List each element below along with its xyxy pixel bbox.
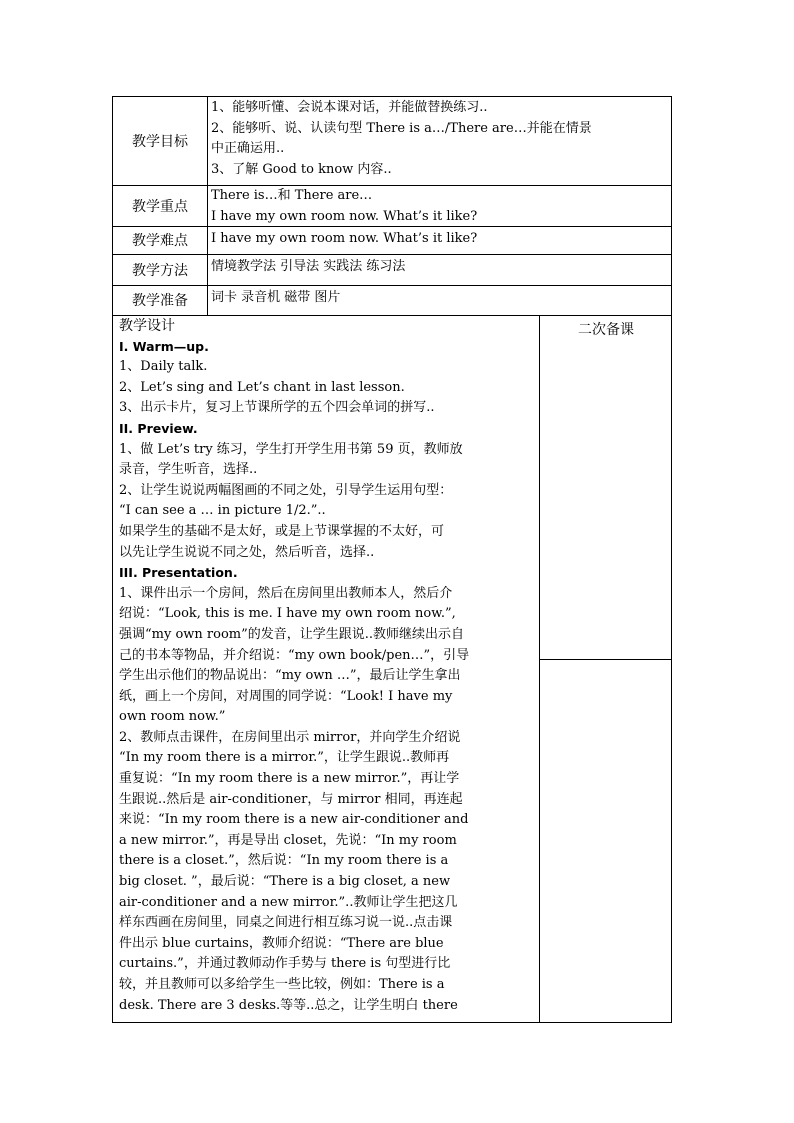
design-line: 纸，画上一个房间，对周围的同学说：“Look! I have my xyxy=(119,688,453,704)
design-line: 样东西画在房间里，同桌之间进行相互练习说一说..点击课 xyxy=(119,915,453,931)
design-line: 绍说：“Look, this is me. I have my own room now.”, xyxy=(119,606,456,622)
design-line: 生跟说..然后是 air-conditioner，与 mirror 相同，再连起 xyxy=(119,791,463,807)
design-line: big closet. ”，最后说：“There is a big closet, a new xyxy=(119,874,451,890)
design-line: 较，并且教师可以多给学生一些比较，例如：There is a xyxy=(119,977,445,992)
design-line: a new mirror.”，再是导出 closet，先说：“In my room xyxy=(119,832,457,848)
objective-line: 中正确运用.. xyxy=(211,141,285,156)
row-label-preparation: 教学准备 xyxy=(132,293,188,309)
design-lines xyxy=(119,337,537,1017)
second-preparation-title: 二次备课 xyxy=(578,322,634,338)
design-line: 2、让学生说说两幅图画的不同之处，引导学生运用句型： xyxy=(119,482,453,498)
objective-line: 3、了解 Good to know 内容.. xyxy=(211,161,392,177)
difficulty-line: I have my own room now. What’s it like? xyxy=(211,231,478,246)
notes-divider xyxy=(539,659,671,660)
preparation-content xyxy=(211,288,667,309)
design-section-heading: I. Warm—up. xyxy=(119,338,209,354)
design-line: curtains.”，并通过教师动作手势与 there is 句型进行比 xyxy=(119,956,451,972)
design-line: desk. There are 3 desks.等等..总之，让学生明白 there xyxy=(119,997,458,1013)
key-point-line: I have my own room now. What’s it like? xyxy=(211,208,478,224)
design-line: 3、出示卡片，复习上节课所学的五个四会单词的拼写.. xyxy=(119,400,435,416)
preparation-line: 词卡 录音机 磁带 图片 xyxy=(211,290,341,305)
key-points-content xyxy=(211,186,667,227)
design-line: 2、Let’s sing and Let’s chant in last lesson. xyxy=(119,379,405,395)
design-line: “I can see a … in picture 1/2.”.. xyxy=(119,503,326,519)
design-line: 1、课件出示一个房间，然后在房间里出教师本人，然后介 xyxy=(119,585,453,601)
row-label-methods: 教学方法 xyxy=(132,262,188,279)
objectives-content xyxy=(211,98,667,180)
notes-column-divider xyxy=(539,315,540,1022)
row-label-key-points: 教学重点 xyxy=(132,198,188,215)
design-line: 录音，学生听音，选择.. xyxy=(119,462,258,478)
teaching-design-section xyxy=(119,316,537,1016)
difficulties-content xyxy=(211,229,667,250)
row-label-difficulties: 教学难点 xyxy=(132,233,188,249)
key-point-line: There is…和 There are… xyxy=(211,188,373,203)
design-line: there is a closet.”，然后说：“In my room there is a xyxy=(119,853,449,869)
design-line: own room now.” xyxy=(119,709,226,725)
methods-line: 情境教学法 引导法 实践法 练习法 xyxy=(211,259,406,274)
design-line: 己的书本等物品，并介绍说：“my own book/pen…”，引导 xyxy=(119,647,470,663)
design-section-heading: II. Preview. xyxy=(119,420,198,436)
design-line: “In my room there is a mirror.”，让学生跟说..教师再 xyxy=(119,750,450,766)
design-line: 重复说：“In my room there is a new mirror.”，再让学 xyxy=(119,771,460,787)
row-label-objectives: 教学目标 xyxy=(132,134,188,150)
lesson-plan-table xyxy=(112,96,672,1023)
design-line: 1、做 Let’s try 练习，学生打开学生用书第 59 页，教师放 xyxy=(119,441,463,457)
design-line: 强调“my own room”的发音，让学生跟说..教师继续出示自 xyxy=(119,626,465,642)
design-line: 如果学生的基础不是太好，或是上节课掌握的不太好，可 xyxy=(119,523,445,539)
design-section-heading: III. Presentation. xyxy=(119,565,238,581)
design-line: air-conditioner and a new mirror.”..教师让学生把这几 xyxy=(119,894,458,910)
design-line: 1、Daily talk. xyxy=(119,359,208,375)
design-line: 来说：“In my room there is a new air-conditioner and xyxy=(119,812,469,828)
design-line: 2、教师点击课件，在房间里出示 mirror，并向学生介绍说 xyxy=(119,729,461,745)
methods-content xyxy=(211,257,667,278)
design-line: 件出示 blue curtains，教师介绍说：“There are blue xyxy=(119,935,444,951)
objective-line: 2、能够听、说、认读句型 There is a…/There are…并能在情景 xyxy=(211,120,592,136)
label-column-divider xyxy=(207,97,208,315)
objective-line: 1、能够听懂、会说本课对话，并能做替换练习.. xyxy=(211,100,488,115)
design-line: 以先让学生说说不同之处，然后听音，选择.. xyxy=(119,544,375,560)
design-line: 学生出示他们的物品说出：“my own …”，最后让学生拿出 xyxy=(119,668,461,684)
design-title: 教学设计 xyxy=(119,318,175,334)
